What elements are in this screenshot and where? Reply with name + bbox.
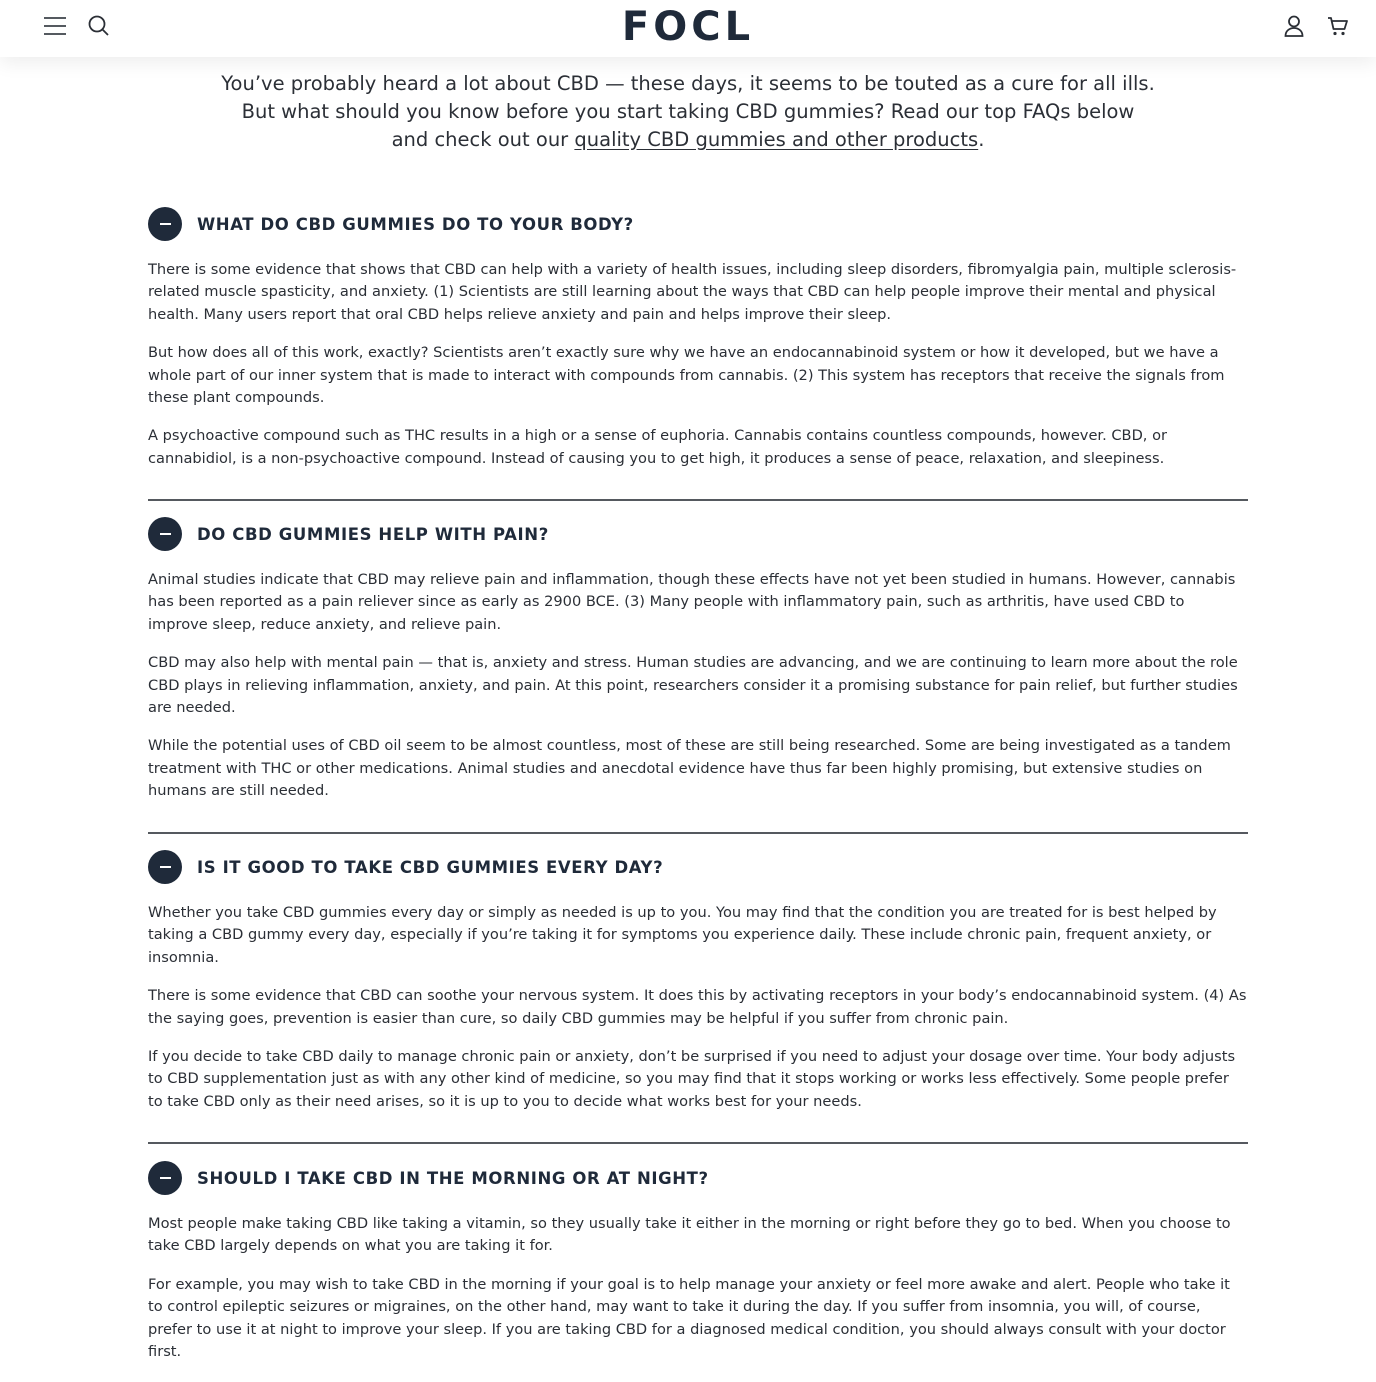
faq-divider [148,832,1248,834]
collapse-icon[interactable] [148,207,182,241]
faq-paragraph: CBD may also help with mental pain — that is, anxiety and stress. Human studies are advancing, and we are continuing to learn more about the role CBD plays in relieving inflammation, anxiety, and pain. At this point, researchers consider it a promising substance for pain relief, but further studies are needed. [148,654,1238,717]
cart-icon [1327,15,1349,37]
faq-answer [148,259,1248,470]
intro-line-3 [140,126,1236,154]
faq-divider [148,499,1248,501]
faq-paragraph: Most people make taking CBD like taking a vitamin, so they usually take it either in the morning or right before they go to bed. When you choose to take CBD largely depends on what you are taking it for. [148,1215,1231,1255]
intro-line-3-prefix: and check out our [391,128,575,151]
faq-paragraph: A psychoactive compound such as THC results in a high or a sense of euphoria. Cannabis contains countless compounds, however. CBD, or cannabidiol, is a non-psychoactive compound. Instead of causing you to get high, it produces a sense of peace, relaxation, and sleepiness. [148,427,1168,467]
faq-question-toggle[interactable] [148,517,1248,551]
faq-paragraph: There is some evidence that shows that CBD can help with a variety of health issues, including sleep disorders, fibromyalgia pain, multiple sclerosis-related muscle spasticity, and anxiety. (1) Scientists are still learning about the ways that CBD can help people improve their mental and physical health. Many users report that oral CBD helps relieve anxiety and pain and helps improve their sleep. [148,261,1237,323]
faq-question[interactable]: WHAT DO CBD GUMMIES DO TO YOUR BODY? [197,214,634,234]
faq-item [148,517,1248,819]
faq-divider [148,1142,1248,1144]
faq-paragraph: There is some evidence that CBD can soothe your nervous system. It does this by activating receptors in your body’s endocannabinoid system. (4) As the saying goes, prevention is easier than cure, so daily CBD gummies may be helpful if you suffer from chronic pain. [148,987,1247,1027]
faq-answer [148,569,1248,803]
faq-question-toggle[interactable] [148,850,1248,884]
collapse-icon[interactable] [148,1161,182,1195]
faq-item [148,850,1248,1129]
collapse-icon[interactable] [148,517,182,551]
faq-paragraph: While the potential uses of CBD oil seem to be almost countless, most of these are still being researched. Some are being investigated as a tandem treatment with THC or other medications. Animal studies and anecdotal evidence have thus far been highly promising, but extensive studies on humans are still needed. [148,737,1231,800]
faq-question[interactable]: SHOULD I TAKE CBD IN THE MORNING OR AT NIGHT? [197,1168,709,1188]
faq-paragraph: Whether you take CBD gummies every day or simply as needed is up to you. You may find that the condition you are treated for is best helped by taking a CBD gummy every day, especially if you’re taking it for symptoms you experience daily. These include chronic pain, frequent anxiety, or insomnia. [148,904,1217,966]
faq-answer [148,1213,1248,1363]
intro-line-1: You’ve probably heard a lot about CBD — these days, it seems to be touted as a cure for all ills. [221,72,1155,95]
faq-item [148,1161,1248,1379]
intro-line-2: But what should you know before you start taking CBD gummies? Read our top FAQs below [241,100,1135,123]
site-header [0,0,1376,57]
faq-question[interactable]: IS IT GOOD TO TAKE CBD GUMMIES EVERY DAY? [197,857,664,877]
site-logo[interactable]: FOCL [621,4,755,50]
faq-question-toggle[interactable] [148,1161,1248,1195]
faq-item [148,207,1248,486]
intro-line-3-suffix: . [978,128,985,151]
faq-answer [148,902,1248,1113]
faq-question[interactable]: DO CBD GUMMIES HELP WITH PAIN? [197,524,549,544]
faq-paragraph: Animal studies indicate that CBD may relieve pain and inflammation, though these effects have not yet been studied in humans. However, cannabis has been reported as a pain reliever since as early as 2900 BCE. (3) Many people with inflammatory pain, such as arthritis, have used CBD to improve sleep, reduce anxiety, and relieve pain. [148,571,1236,633]
account-icon [1284,15,1304,37]
products-link[interactable]: quality CBD gummies and other products [574,128,979,151]
faq-question-toggle[interactable] [148,207,1248,241]
faq-paragraph: But how does all of this work, exactly? Scientists aren’t exactly sure why we have an endocannabinoid system or how it developed, but we have a whole part of our inner system that is made to interact with compounds from cannabis. (2) This system has receptors that receive the signals from these plant compounds. [148,344,1225,407]
faq-paragraph: If you decide to take CBD daily to manage chronic pain or anxiety, don’t be surprised if you need to adjust your dosage over time. Your body adjusts to CBD supplementation just as with any other kind of medicine, so you may find that it stops working or works less effectively. Some people prefer to take CBD only as their need arises, so it is up to you to decide what works best for your needs. [148,1048,1236,1110]
faq-intro [140,70,1236,154]
faq-paragraph: For example, you may wish to take CBD in the morning if your goal is to help manage your anxiety or feel more awake and alert. People who take it to control epileptic seizures or migraines, on the other hand, may want to take it during the day. If you suffer from insomnia, you will, of course, prefer to use it at night to improve your sleep. If you are taking CBD for a diagnosed medical condition, you should always consult with your doctor first. [148,1275,1230,1361]
account-button[interactable] [1280,12,1308,40]
collapse-icon[interactable] [148,850,182,884]
cart-button[interactable] [1324,12,1352,40]
